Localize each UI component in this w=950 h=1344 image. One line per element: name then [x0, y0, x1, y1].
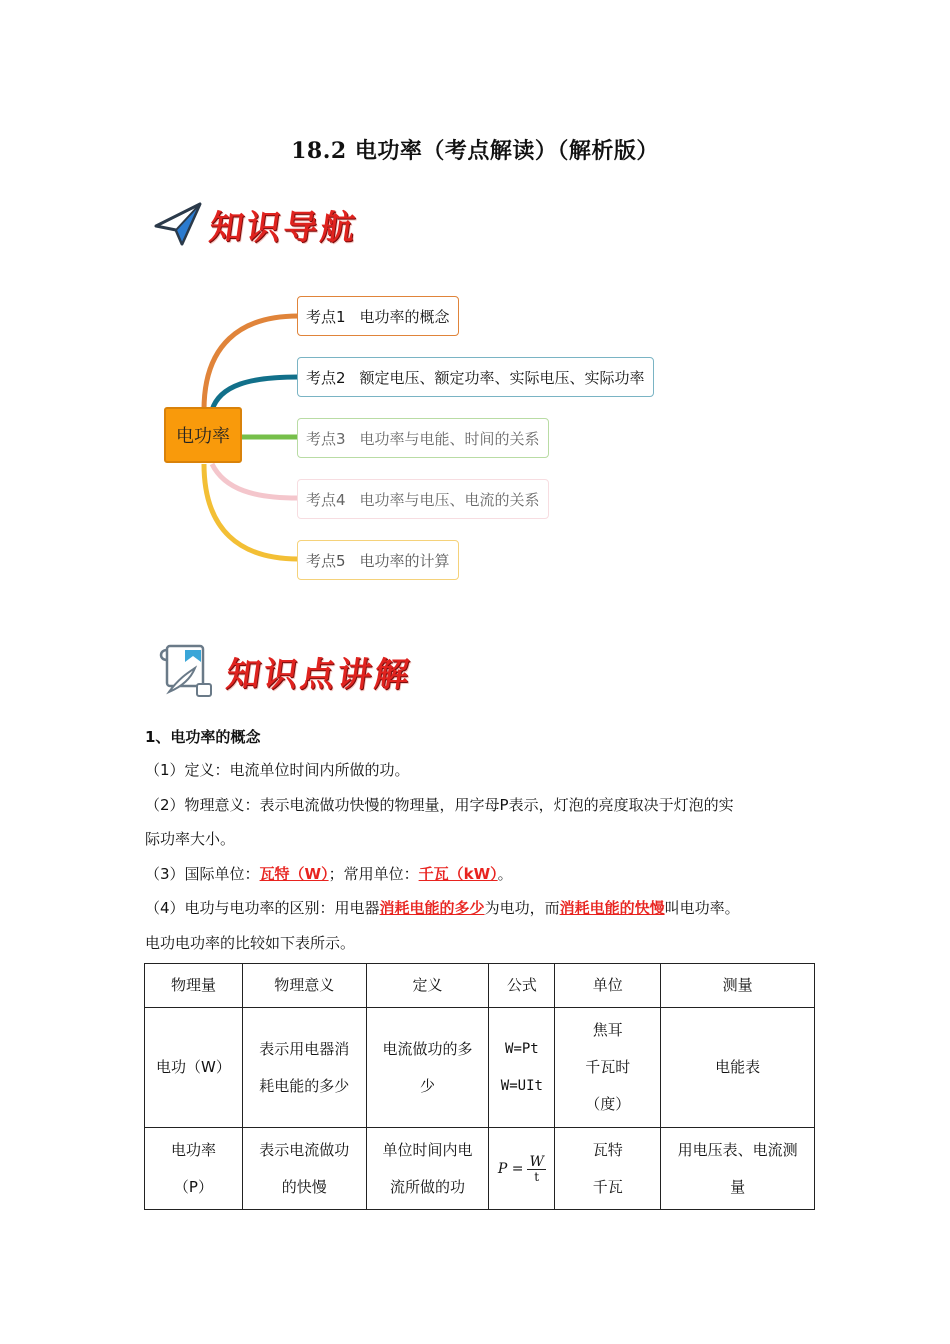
cell-line: 量 — [730, 1177, 746, 1196]
mindmap-topic-3 — [297, 418, 549, 458]
unit-kilowatt-highlight: 千瓦（kW） — [418, 865, 498, 883]
branch-4 — [212, 464, 298, 498]
table-row — [145, 1008, 815, 1128]
units-suffix: 。 — [497, 865, 513, 883]
cell-line: 表示电流做功 — [259, 1140, 350, 1159]
cell-quantity — [145, 1128, 243, 1210]
topic-number: 考点3 — [306, 429, 346, 448]
topic-number: 考点2 — [306, 368, 346, 387]
cell-line: 电流做功的多 — [382, 1039, 473, 1058]
knowledge-explain-title: 知识点讲解 — [223, 654, 415, 695]
topic-number: 考点4 — [306, 490, 346, 509]
difference-mid: 为电功，而 — [484, 899, 560, 917]
formula-numerator: W — [529, 1153, 544, 1170]
cell-line: 电功率 — [170, 1140, 216, 1159]
knowledge-nav-title: 知识导航 — [206, 207, 361, 248]
branch-2 — [212, 377, 298, 410]
formula-fraction — [527, 1155, 545, 1184]
cell-formula — [489, 1128, 555, 1210]
header-cell: 物理意义 — [242, 964, 366, 1008]
paragraph-meaning-cont: 际功率大小。 — [145, 830, 236, 848]
formula-denominator: t — [534, 1169, 540, 1184]
comparison-table — [144, 963, 815, 1210]
topic-label: 电功率的概念 — [359, 307, 450, 326]
header-cell: 单位 — [555, 964, 661, 1008]
topic-label: 电功率与电压、电流的关系 — [359, 490, 540, 509]
header-cell: 物理量 — [145, 964, 243, 1008]
cell-line: （P） — [173, 1177, 213, 1196]
formula-line: W=UIt — [500, 1077, 543, 1094]
cell-line: 焦耳 — [592, 1021, 623, 1039]
formula-lhs: P = — [497, 1160, 524, 1177]
cell-line: 千瓦时 — [585, 1058, 631, 1076]
highlight-energy-amount: 消耗电能的多少 — [379, 899, 485, 917]
power-formula — [498, 1151, 546, 1188]
cell-line: 耗电能的多少 — [259, 1076, 350, 1095]
mindmap-topic-2 — [297, 357, 654, 397]
page-title: 18.2 电功率（考点解读）（解析版） — [291, 138, 659, 164]
difference-suffix: 叫电功率。 — [664, 899, 740, 917]
cell-units — [555, 1008, 661, 1128]
units-prefix: （3）国际单位： — [145, 865, 260, 883]
cell-units — [555, 1128, 661, 1210]
unit-watt-highlight: 瓦特（W） — [259, 865, 329, 883]
table-header-row — [145, 964, 815, 1008]
table-row — [145, 1128, 815, 1210]
cell-meaning — [242, 1128, 366, 1210]
cell-line: 流所做的功 — [390, 1177, 466, 1196]
formula-line: W=Pt — [505, 1040, 539, 1057]
paragraph-definition: （1）定义：电流单位时间内所做的功。 — [145, 761, 410, 779]
topic-label: 额定电压、额定功率、实际电压、实际功率 — [359, 368, 645, 387]
mindmap-center-node: 电功率 — [164, 407, 242, 463]
knowledge-nav-banner — [152, 198, 361, 250]
paragraph-table-intro: 电功电功率的比较如下表所示。 — [145, 934, 356, 952]
cell-definition — [366, 1008, 489, 1128]
paragraph-meaning: （2）物理意义：表示电流做功快慢的物理量，用字母P表示，灯泡的亮度取决于灯泡的实 — [145, 796, 734, 814]
cell-line: 表示用电器消 — [259, 1039, 350, 1058]
cell-line: 瓦特 — [592, 1140, 623, 1159]
topic-label: 电功率与电能、时间的关系 — [359, 429, 540, 448]
topic-number: 考点1 — [306, 307, 346, 326]
cell-formula — [489, 1008, 555, 1128]
header-cell: 公式 — [489, 964, 555, 1008]
section-heading: 1、电功率的概念 — [145, 728, 261, 746]
header-cell: 定义 — [366, 964, 489, 1008]
scroll-quill-icon — [155, 640, 217, 702]
header-cell: 测量 — [661, 964, 815, 1008]
units-mid: ；常用单位： — [328, 865, 419, 883]
cell-definition — [366, 1128, 489, 1210]
branch-5 — [204, 464, 298, 559]
cell-measure — [661, 1128, 815, 1210]
cell-measure: 电能表 — [661, 1008, 815, 1128]
mindmap-topic-1 — [297, 296, 459, 336]
cell-line: 少 — [420, 1076, 436, 1095]
cell-line: 单位时间内电 — [382, 1140, 473, 1159]
knowledge-explain-banner — [155, 640, 415, 702]
cell-line: （度） — [585, 1095, 631, 1113]
mindmap-topic-4 — [297, 479, 549, 519]
paper-plane-icon — [152, 198, 204, 250]
paragraph-units — [145, 864, 513, 884]
mindmap-topic-5 — [297, 540, 459, 580]
paragraph-difference — [145, 898, 740, 918]
cell-line: 用电压表、电流测 — [677, 1140, 798, 1159]
topic-number: 考点5 — [306, 551, 346, 570]
cell-line: 千瓦 — [592, 1177, 623, 1196]
cell-line: 的快慢 — [281, 1177, 327, 1196]
difference-prefix: （4）电功与电功率的区别：用电器 — [145, 899, 380, 917]
highlight-energy-rate: 消耗电能的快慢 — [559, 899, 665, 917]
topic-label: 电功率的计算 — [359, 551, 450, 570]
cell-meaning — [242, 1008, 366, 1128]
cell-quantity: 电功（W） — [145, 1008, 243, 1128]
